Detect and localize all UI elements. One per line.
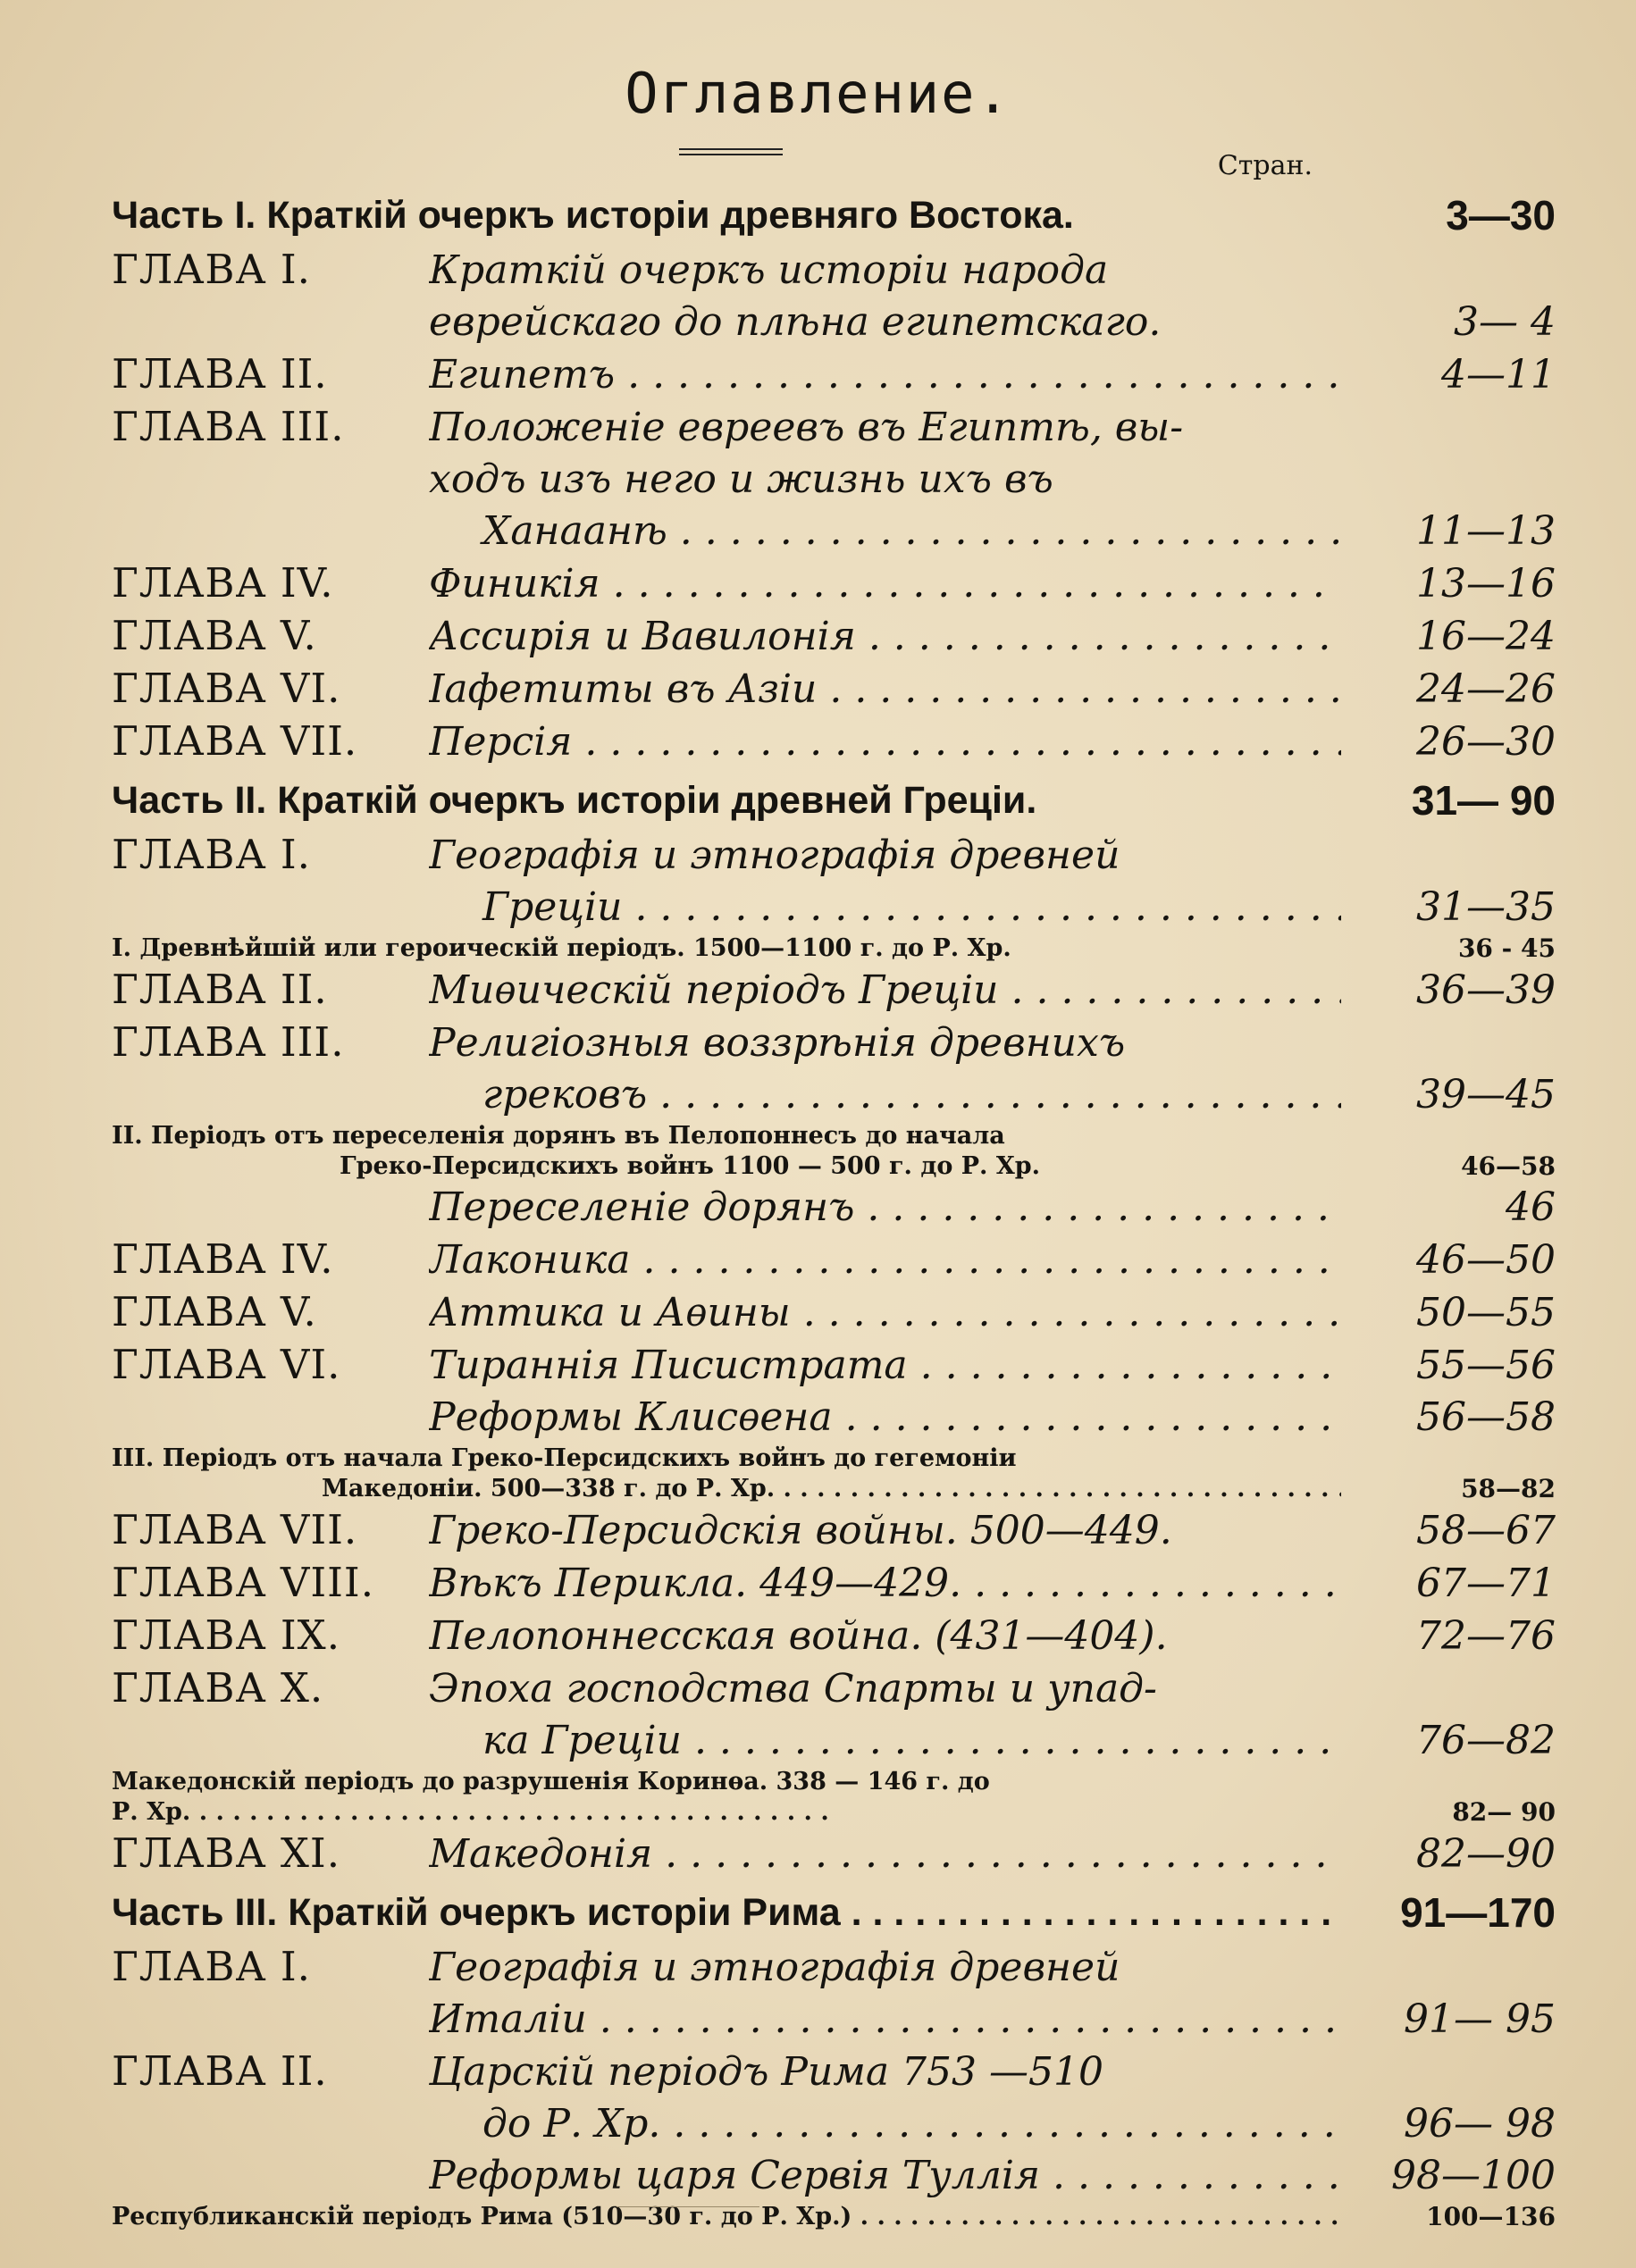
toc-period-cont [112, 1474, 1556, 1504]
chapter-title: Египетъ [429, 352, 616, 398]
toc-chapter [112, 1557, 1556, 1610]
toc-chapter-cont [112, 882, 1556, 933]
page-range: 36—39 [1416, 967, 1556, 1013]
chapter-label: ГЛАВА I. [112, 1943, 311, 1990]
chapter-title: до Р. Хр. [482, 2101, 661, 2147]
toc-part-1 [112, 187, 1556, 244]
toc-period [112, 1767, 1341, 1797]
toc-chapter-cont [112, 506, 1556, 557]
toc-part-2 [112, 772, 1556, 829]
toc-chapter [112, 1017, 1341, 1069]
page-range: 3— 4 [1454, 299, 1556, 345]
chapter-label: ГЛАВА I. [112, 831, 311, 878]
chapter-title: Миѳическій періодъ Греціи [429, 967, 999, 1013]
chapter-title: Вѣкъ Перикла. 449—429. [429, 1561, 962, 1606]
toc-chapter [112, 348, 1556, 401]
toc-period [112, 1121, 1341, 1151]
period-title: Р. Хр. [112, 1798, 191, 1826]
page-range: 13—16 [1416, 561, 1556, 607]
period-title: III. Періодъ отъ начала Греко-Персидскихъ войнъ до гегемоніи [112, 1444, 1017, 1472]
footer-rule [617, 2206, 759, 2207]
toc-chapter [112, 663, 1556, 716]
page-range: 91—170 [1400, 1889, 1556, 1936]
page-range: 56—58 [1416, 1394, 1556, 1440]
toc-part-3 [112, 1884, 1556, 1941]
chapter-title: Пелопоннесская война. (431—404). [429, 1613, 1168, 1659]
page-range: 24—26 [1416, 666, 1556, 712]
toc-chapter [112, 1504, 1556, 1557]
chapter-label: ГЛАВА VI. [112, 665, 341, 712]
chapter-label: ГЛАВА II. [112, 2047, 328, 2095]
toc-chapter [112, 244, 1341, 297]
page-range: 50—55 [1416, 1290, 1556, 1335]
page-range: 39—45 [1416, 1072, 1556, 1117]
page-range: 58—82 [1461, 1474, 1556, 1503]
page-range: 100—136 [1426, 2202, 1556, 2231]
toc-subsection [112, 1182, 1556, 1234]
chapter-title: Лаконика [429, 1237, 631, 1283]
page-range: 46 [1506, 1184, 1556, 1230]
toc-chapter [112, 1610, 1556, 1662]
page-range: 98—100 [1391, 2153, 1556, 2198]
page-range: 31— 90 [1411, 777, 1556, 824]
chapter-title: Положеніе евреевъ въ Египтѣ, вы- [429, 405, 1184, 450]
toc-subsection [112, 2150, 1556, 2202]
chapter-title: еврейскаго до плѣна египетскаго. [429, 299, 1162, 345]
chapter-label: ГЛАВА III. [112, 1018, 345, 1066]
page-range: 36 - 45 [1457, 933, 1556, 963]
period-title: II. Періодъ отъ переселенія дорянъ въ Пелопоннесъ до начала [112, 1122, 1005, 1150]
chapter-title: Эпоха господства Спарты и упад- [429, 1666, 1157, 1711]
toc-subsection [112, 1392, 1556, 1444]
period-title: Македонскій періодъ до разрушенія Коринѳа. 338 — 146 г. до [112, 1768, 990, 1795]
part-title: Часть III. Краткій очеркъ исторіи Рима [112, 1891, 841, 1934]
chapter-title: Географія и этнографія древней [429, 833, 1120, 878]
chapter-label: ГЛАВА II. [112, 966, 328, 1013]
toc-period-cont [112, 1797, 1556, 1828]
chapter-label: ГЛАВА III. [112, 403, 345, 450]
page-range: 82—90 [1416, 1831, 1556, 1877]
chapter-label: ГЛАВА IV. [112, 559, 334, 607]
chapter-title: Аттика и Аѳины [429, 1290, 791, 1335]
toc-period-cont [112, 1151, 1556, 1182]
chapter-title: Религіозныя воззрѣнія древнихъ [429, 1020, 1126, 1066]
part-title: Часть II. Краткій очеркъ исторіи древней Греціи. [112, 779, 1037, 822]
page-range: 31—35 [1416, 884, 1556, 930]
title-rule [679, 154, 783, 155]
toc-chapter [112, 1662, 1341, 1715]
chapter-label: ГЛАВА XI. [112, 1829, 340, 1877]
chapter-title: ходъ изъ него и жизнь ихъ въ [429, 456, 1053, 502]
page-range: 16—24 [1416, 614, 1556, 659]
period-title: Македоніи. 500—338 г. до Р. Хр. [322, 1475, 776, 1502]
chapter-title: Финикія [429, 561, 600, 607]
page-range: 58—67 [1416, 1508, 1556, 1553]
toc-chapter-cont [112, 1994, 1556, 2046]
subsection-title: Переселеніе дорянъ [429, 1184, 855, 1230]
toc-chapter-cont [112, 297, 1556, 348]
toc-chapter [112, 829, 1341, 882]
chapter-label: ГЛАВА IV. [112, 1235, 334, 1283]
chapter-title: Царскій періодъ Рима 753 —510 [429, 2049, 1103, 2095]
chapter-label: ГЛАВА IX. [112, 1611, 340, 1659]
page-range: 46—50 [1416, 1237, 1556, 1283]
title-rule [679, 148, 783, 150]
toc-chapter [112, 716, 1556, 768]
chapter-label: ГЛАВА I. [112, 246, 311, 293]
chapter-title: Италіи [429, 1996, 587, 2042]
chapter-label: ГЛАВА VII. [112, 717, 358, 765]
page-range: 55—56 [1416, 1343, 1556, 1388]
chapter-title: ка Греціи [482, 1718, 682, 1763]
chapter-title: Персія [429, 719, 573, 765]
page-range: 11—13 [1416, 508, 1556, 554]
toc-chapter [112, 610, 1556, 663]
chapter-label: ГЛАВА VI. [112, 1341, 341, 1388]
chapter-label: ГЛАВА X. [112, 1664, 324, 1711]
period-title: Республиканскій періодъ Рима (510—30 г. до Р. Хр.) [112, 2203, 852, 2230]
toc-period [112, 933, 1556, 964]
toc-chapter [112, 1286, 1556, 1339]
toc-chapter [112, 1941, 1341, 1994]
toc-period [112, 1444, 1341, 1474]
chapter-title: Македонія [429, 1831, 653, 1877]
chapter-title: Краткій очеркъ исторіи народа [429, 247, 1109, 293]
toc-chapter [112, 1828, 1556, 1880]
toc-chapter-cont [112, 2098, 1556, 2150]
chapter-title: Ханаанѣ [482, 508, 667, 554]
page-range: 3—30 [1446, 192, 1556, 239]
toc-chapter [112, 2046, 1341, 2098]
page-range: 46—58 [1461, 1151, 1556, 1181]
chapter-title: Іафетиты въ Азіи [429, 666, 818, 712]
page-range: 26—30 [1416, 719, 1556, 765]
chapter-title: грековъ [482, 1072, 648, 1117]
period-title: I. Древнѣйшій или героическій періодъ. 1500—1100 г. до Р. Хр. [112, 934, 1011, 962]
part-title: Часть I. Краткій очеркъ исторіи древняго Востока. [112, 194, 1074, 237]
toc-chapter [112, 557, 1556, 610]
period-title: Греко-Персидскихъ войнъ 1100 — 500 г. до Р. Хр. [340, 1152, 1041, 1180]
chapter-label: ГЛАВА VIII. [112, 1559, 375, 1606]
page-range: 4—11 [1441, 352, 1556, 398]
chapter-label: ГЛАВА VII. [112, 1506, 358, 1553]
page-range: 67—71 [1416, 1561, 1556, 1606]
page-range: 91— 95 [1404, 1996, 1556, 2042]
chapter-label: ГЛАВА II. [112, 350, 328, 398]
toc-chapter [112, 964, 1556, 1017]
chapter-title: Греко-Персидскія войны. 500—449. [429, 1508, 1172, 1553]
chapter-title: Географія и этнографія древней [429, 1945, 1120, 1990]
chapter-title: Тираннія Писистрата [429, 1343, 908, 1388]
toc-chapter [112, 401, 1341, 454]
chapter-title: Ассирія и Вавилонія [429, 614, 856, 659]
page-range: 72—76 [1416, 1613, 1556, 1659]
toc-chapter-cont [112, 454, 1341, 506]
page-title: Оглавление. [625, 61, 1011, 126]
pages-header: Стран. [1217, 150, 1313, 181]
subsection-title: Реформы Клисѳена [429, 1394, 833, 1440]
toc-chapter [112, 1234, 1556, 1286]
subsection-title: Реформы царя Сервія Туллія [429, 2153, 1041, 2198]
chapter-label: ГЛАВА V. [112, 612, 317, 659]
page-range: 76—82 [1416, 1718, 1556, 1763]
chapter-label: ГЛАВА V. [112, 1288, 317, 1335]
page-range: 96— 98 [1404, 2101, 1556, 2147]
page-range: 82— 90 [1452, 1797, 1556, 1827]
chapter-title: Греціи [482, 884, 623, 930]
toc-chapter-cont [112, 1715, 1556, 1767]
toc-chapter-cont [112, 1069, 1556, 1121]
toc-chapter [112, 1339, 1556, 1392]
toc [112, 183, 1556, 2232]
